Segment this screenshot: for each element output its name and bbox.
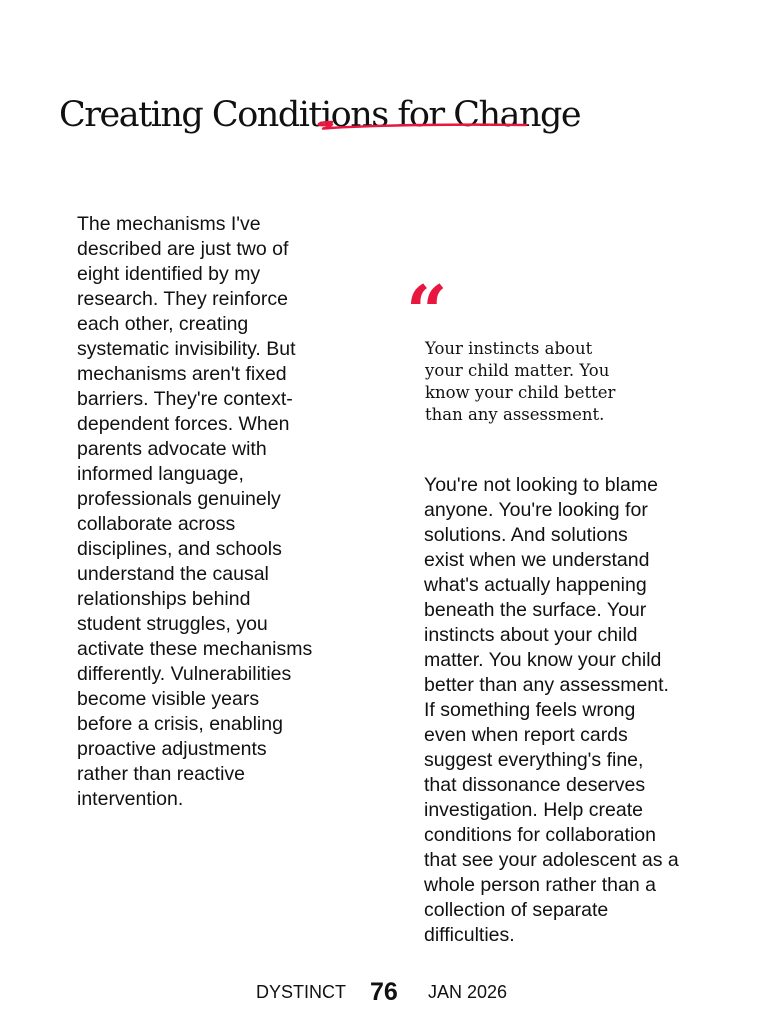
text-line: disciplines, and schools [77,538,282,560]
text-line: suggest everything's fine, [424,749,644,771]
right-column-body-text [424,473,679,948]
text-line: described are just two of [77,238,289,260]
text-line: informed language, [77,463,244,485]
text-line: solutions. And solutions [424,524,628,546]
text-line: exist when we understand [424,549,650,571]
text-line: beneath the surface. Your [424,599,647,621]
text-line: professionals genuinely [77,488,281,510]
quote-mark-icon: “ [406,269,448,354]
text-line: dependent forces. When [77,413,290,435]
text-line: even when report cards [424,724,628,746]
text-line: become visible years [77,688,260,710]
text-line: that see your adolescent as a [424,849,679,871]
text-line: what's actually happening [424,574,647,596]
text-line: instincts about your child [424,624,638,646]
text-line: whole person rather than a [424,874,656,896]
page-number: 76 [370,978,398,1006]
text-line: before a crisis, enabling [77,713,283,735]
text-line: research. They reinforce [77,288,288,310]
text-line: investigation. Help create [424,799,643,821]
text-line: collection of separate [424,899,609,921]
text-line: anyone. You're looking for [424,499,648,521]
text-line: your child matter. You [425,361,610,380]
page-title: Creating Conditions for Change [59,95,581,136]
text-line: that dissonance deserves [424,774,646,796]
text-line: matter. You know your child [424,649,662,671]
publication-name: DYSTINCT [256,982,346,1002]
text-line: rather than reactive [77,763,246,785]
text-line: You're not looking to blame [424,474,658,496]
title-underline-decoration [310,116,530,132]
text-line: student struggles, you [77,613,268,635]
text-line: conditions for collaboration [424,824,656,846]
text-line: The mechanisms I've [77,213,261,235]
text-line: than any assessment. [425,405,605,424]
text-line: understand the causal [77,563,269,585]
text-line: mechanisms aren't fixed [77,363,287,385]
text-line: If something feels wrong [424,699,636,721]
text-line: each other, creating [77,313,249,335]
text-line: proactive adjustments [77,738,267,760]
text-line: differently. Vulnerabilities [77,663,292,685]
left-column-body-text [77,212,312,812]
text-line: know your child better [425,383,616,402]
text-line: eight identified by my [77,263,261,285]
issue-date: JAN 2026 [428,982,508,1002]
text-line: difficulties. [424,924,515,946]
text-line: better than any assessment. [424,674,669,696]
text-line: collaborate across [77,513,236,535]
text-line: systematic invisibility. But [77,338,296,360]
text-line: intervention. [77,788,184,810]
text-line: relationships behind [77,588,251,610]
text-line: parents advocate with [77,438,267,460]
text-line: Your instincts about [425,339,593,358]
pull-quote [425,338,615,426]
text-line: barriers. They're context- [77,388,293,410]
text-line: activate these mechanisms [77,638,313,660]
